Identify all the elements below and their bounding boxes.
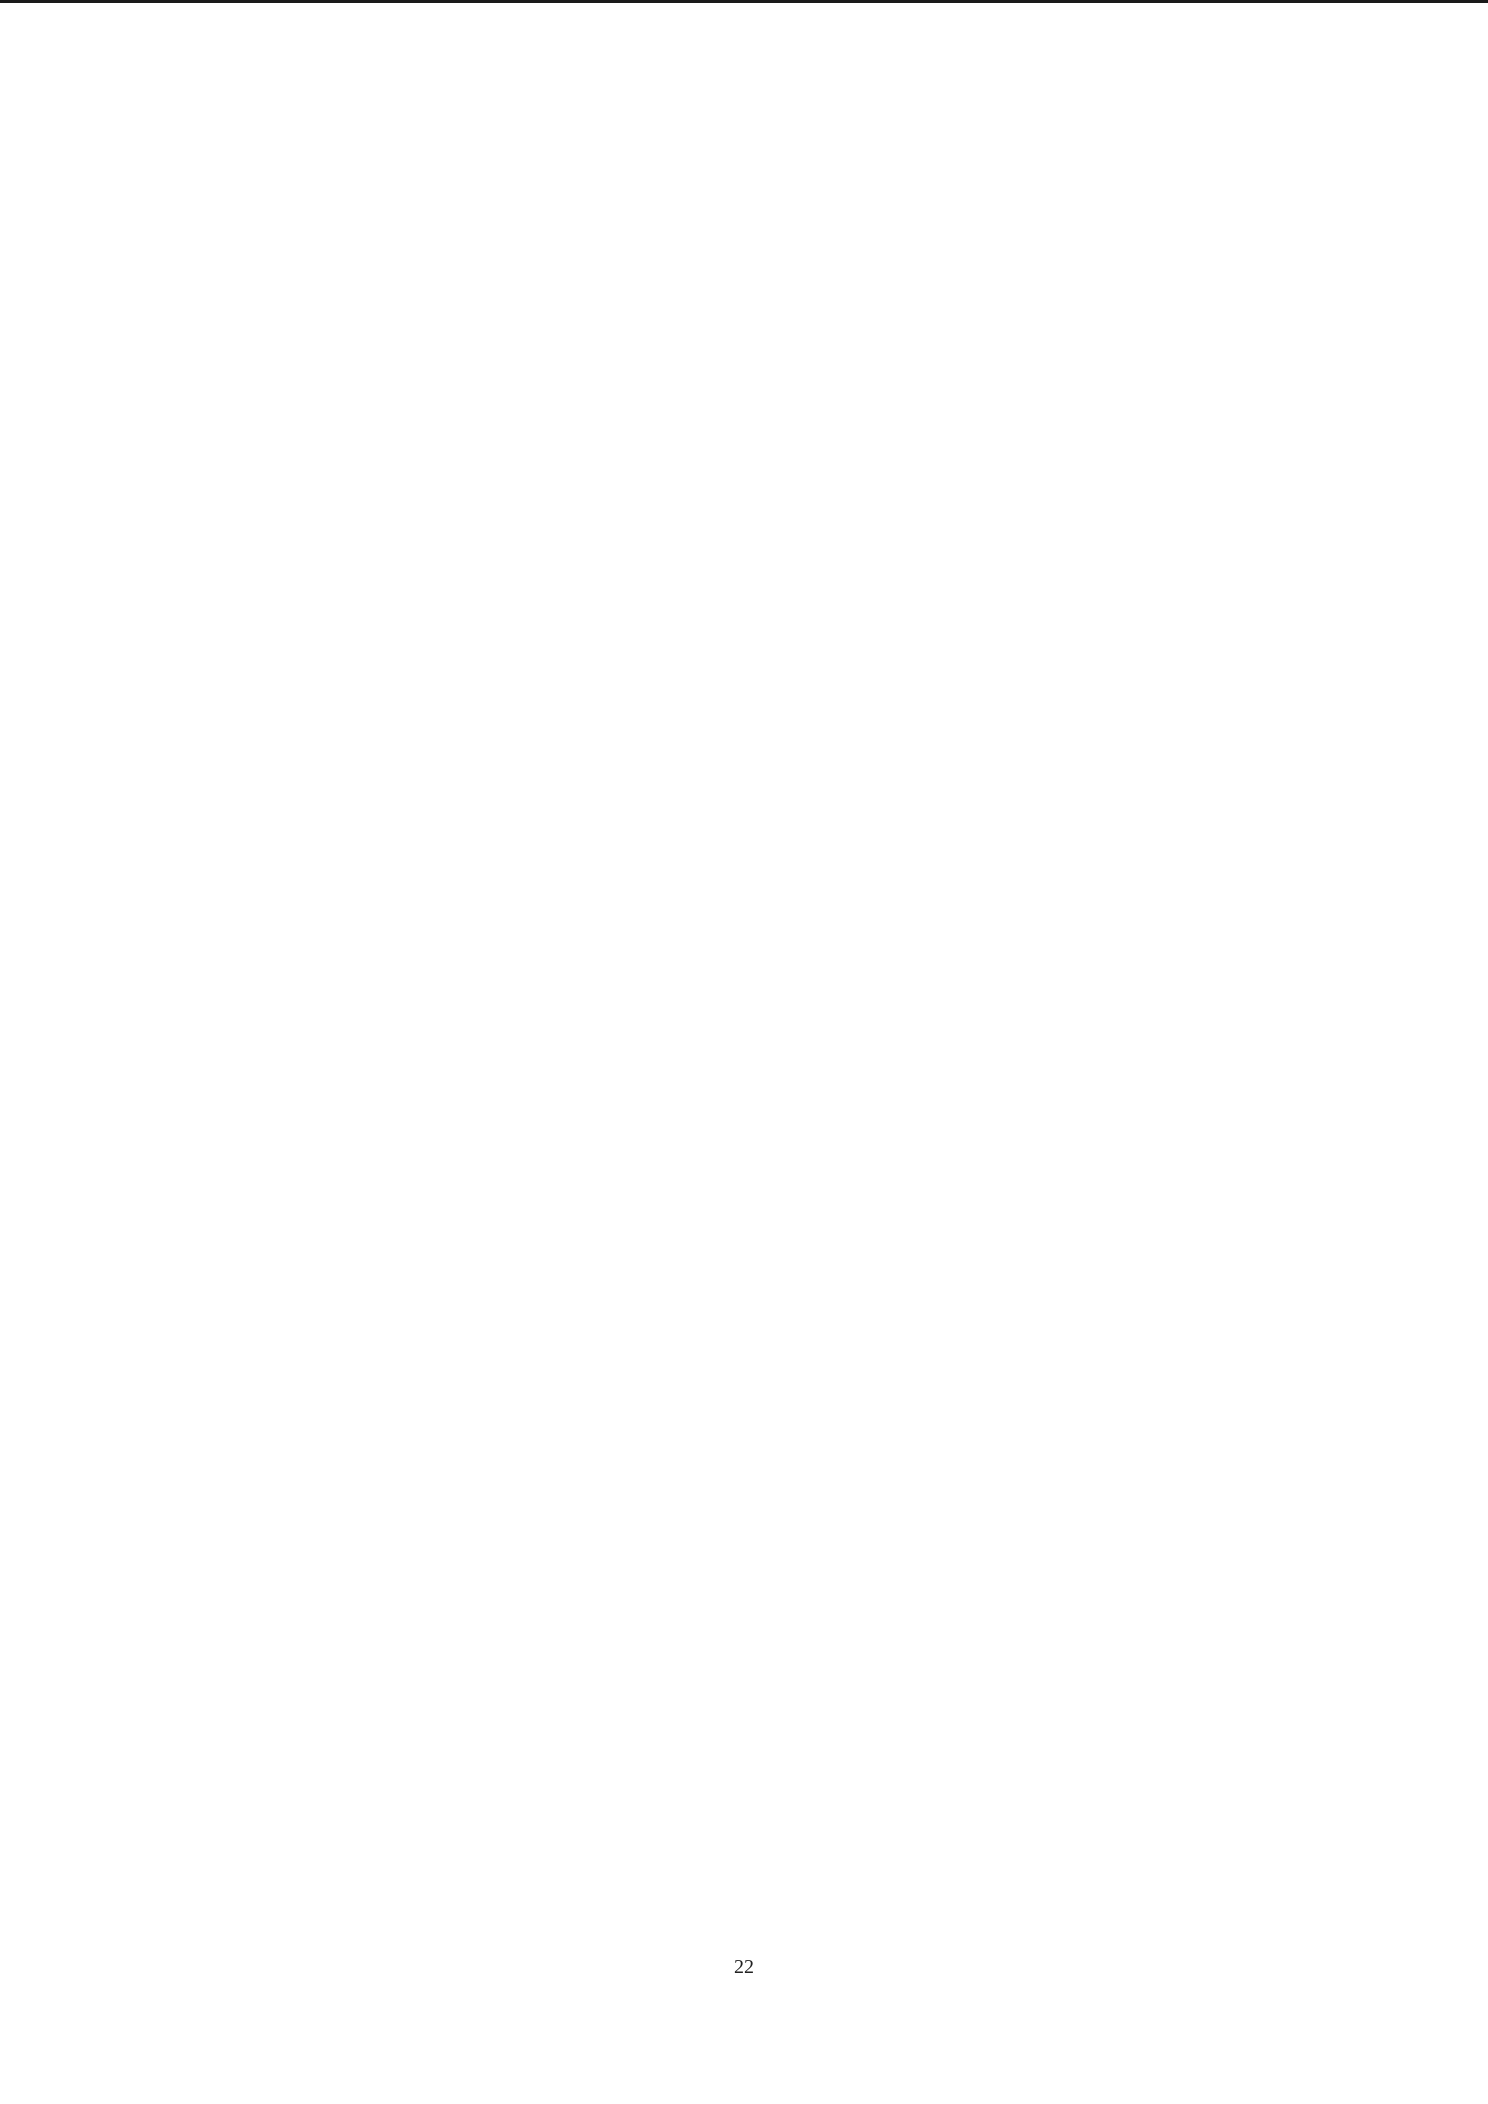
paragraph-line [228,999,1262,1072]
paragraph-line [228,1291,1262,1364]
paragraph-line [228,1218,1262,1291]
paragraph-line [228,926,1262,999]
paragraph-line [228,561,1262,634]
paragraph-line [228,1583,1262,1656]
paragraph-line [228,853,1262,926]
paragraph-line [228,1875,1262,1948]
paragraph-line [228,196,1262,269]
page-number: 22 [734,1956,754,1978]
document-body [228,196,1262,1948]
paragraph-line [228,488,1262,561]
paragraph-line [228,415,1262,488]
paragraph-line [228,1072,1262,1145]
section-heading [228,1510,1262,1583]
paragraph-line [228,342,1262,415]
paragraph-line [228,1437,1262,1510]
paragraph-line [228,780,1262,853]
paragraph-line [228,707,1262,780]
paragraph-line [228,1802,1262,1875]
paragraph-line [228,1364,1262,1437]
paragraph-line [228,634,1262,707]
paragraph-line [228,269,1262,342]
section-heading [228,1145,1262,1218]
page-top-border [0,0,1488,3]
paragraph-line [228,1729,1262,1802]
paragraph-line [228,1656,1262,1729]
